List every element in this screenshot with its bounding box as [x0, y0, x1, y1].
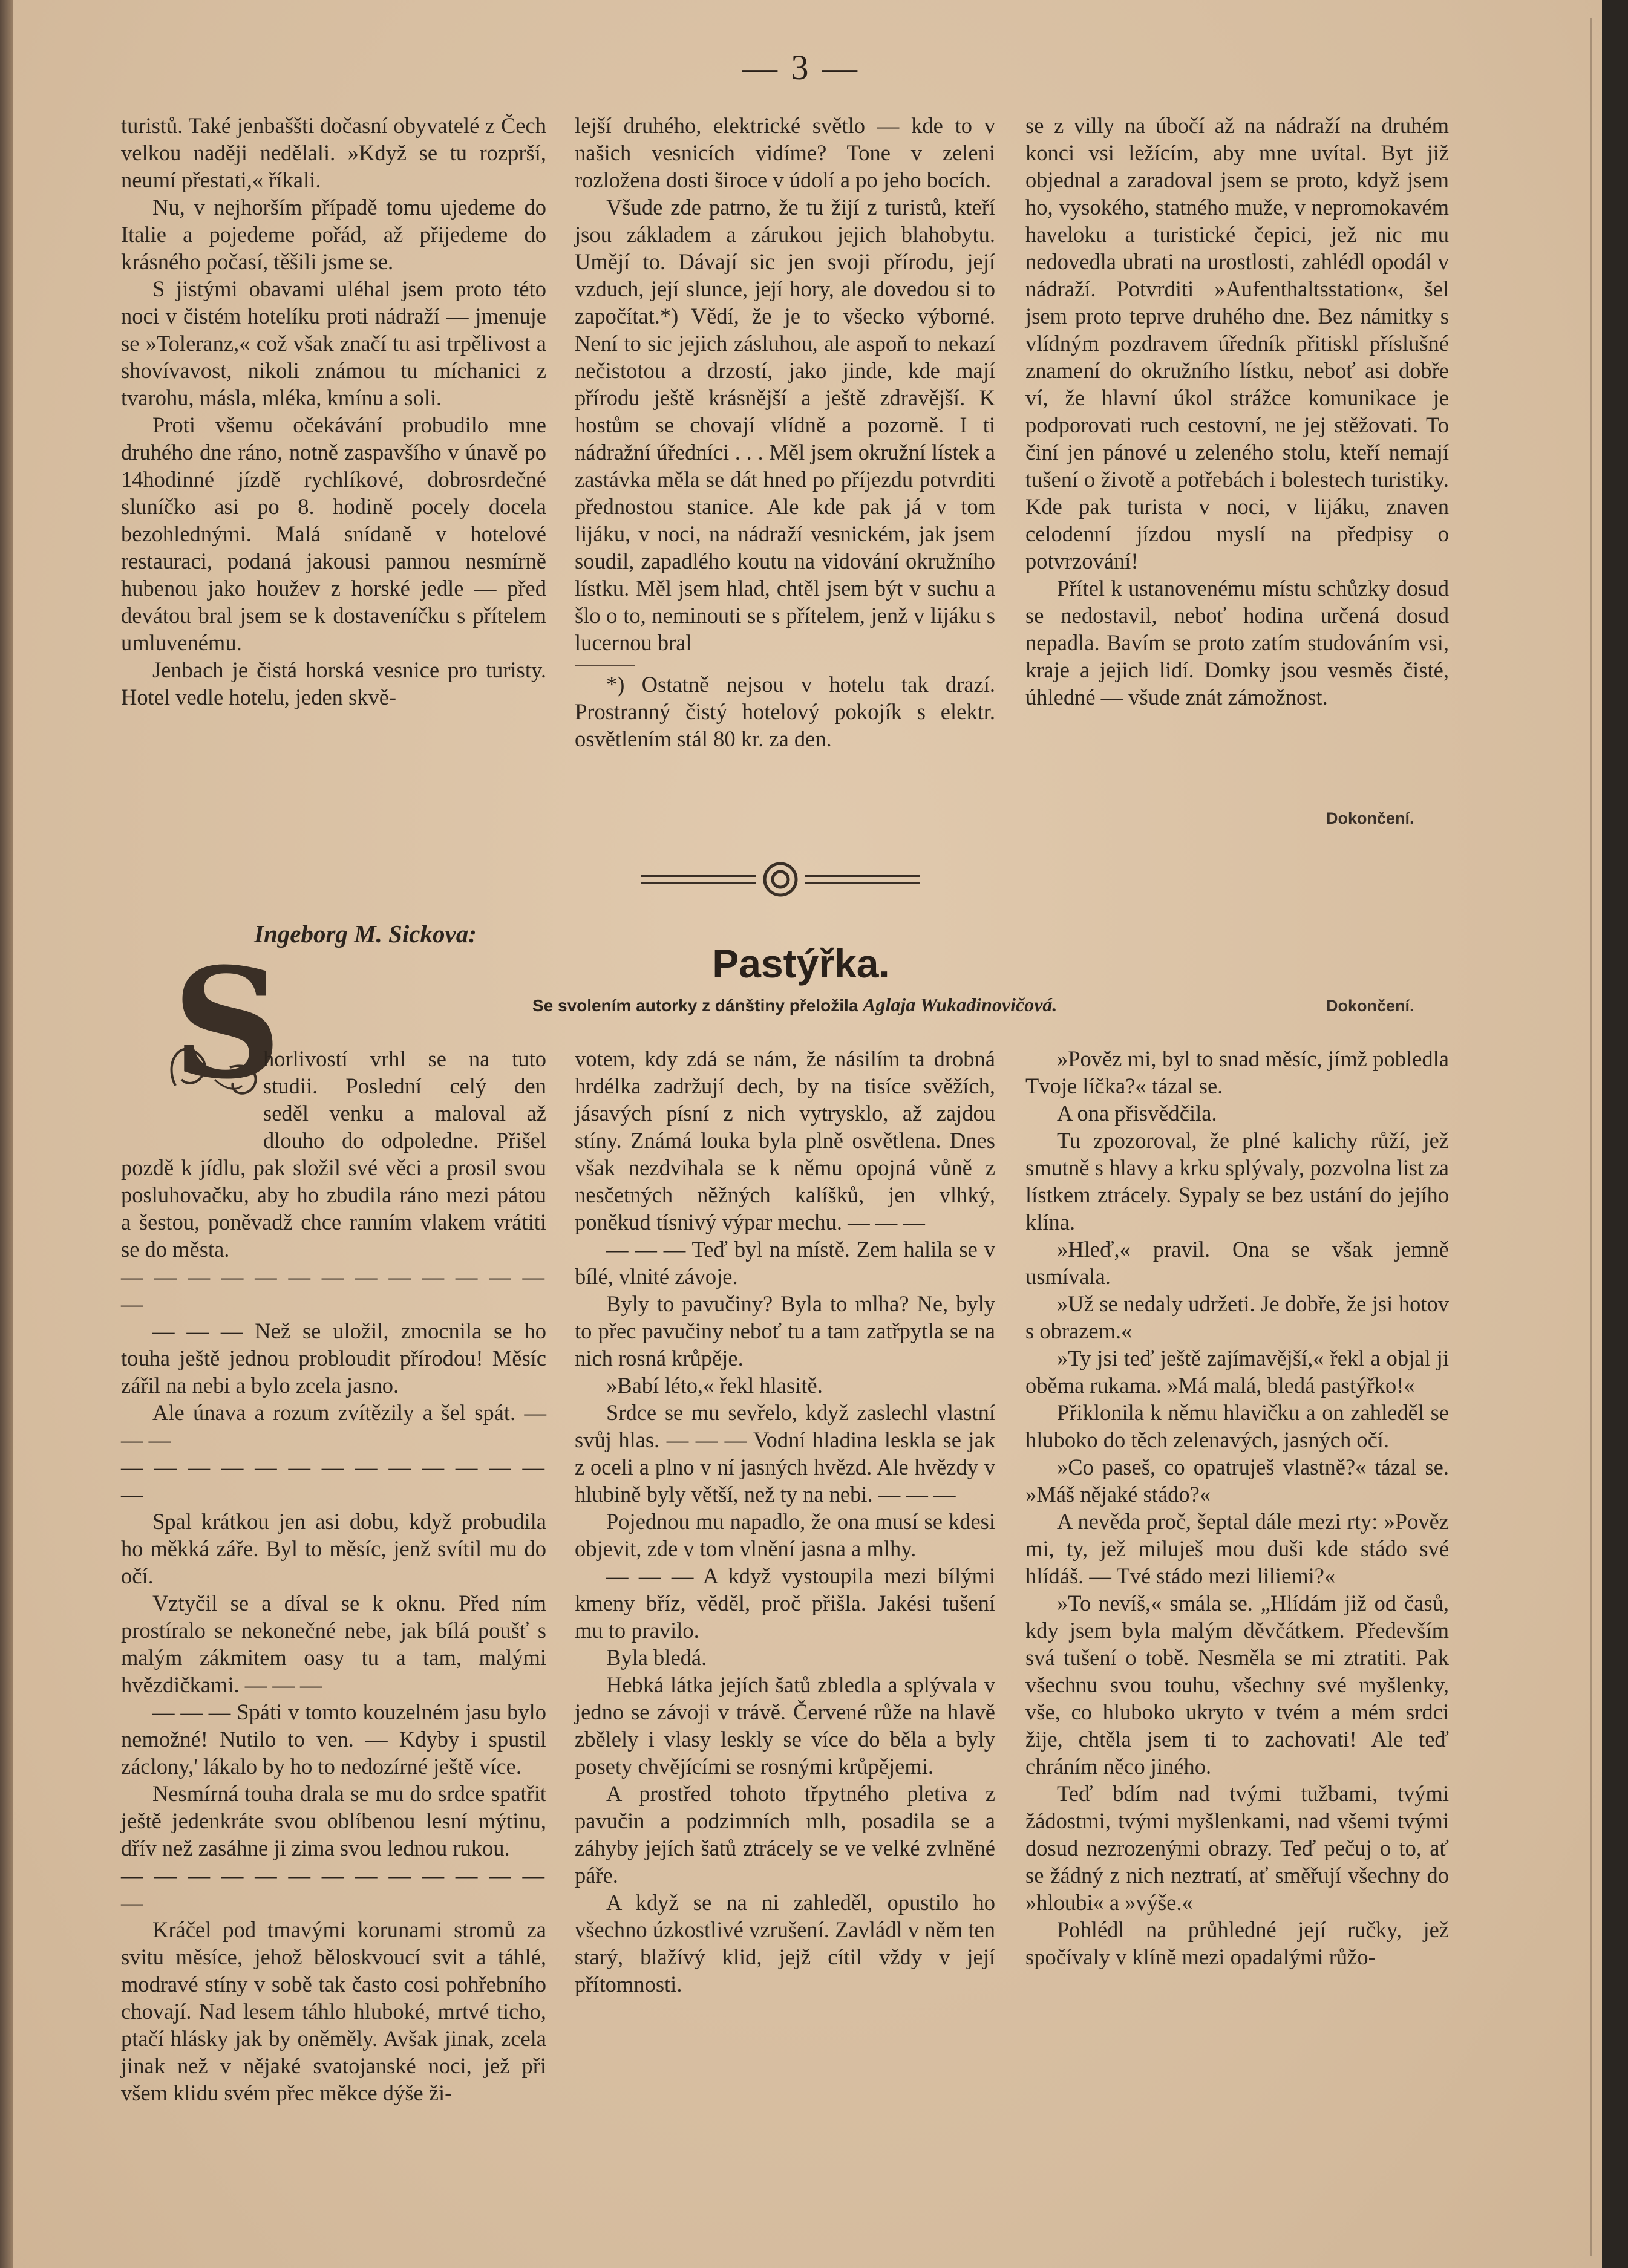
paragraph: A prostřed tohoto třpytného pletiva z pavučin a podzimních mlh, posadila se a záhyby jejích šatů ztrácely se ve velké zvlněné páře.	[575, 1781, 995, 1888]
continuation-note: Dokončení.	[1326, 997, 1414, 1015]
paragraph: Hebká látka jejích šatů zbledla a splývala v jedno se závoji v trávě. Červené růže na hlavě zbělely i vlasy leskly se více do běla a byly posety chvějícími se rosnými krůpějemi.	[575, 1672, 995, 1779]
paragraph: Teď bdím nad tvými tužbami, tvými žádostmi, tvými myšlenkami, nad všemi tvými dosud nezrozenými obrazy. Teď pečuj o to, ať se žádný z nich neztratí, ať směřují všechny do »hloubi« a »výše.«	[1025, 1781, 1449, 1915]
paragraph: Proti všemu očekávání probudilo mne druhého dne ráno, notně zaspavšího v únavě po 14hodinné jízdě rychlíkové, dobrosrdečné sluníčko asi po 8. hodině pocely docela bezohlednými. Malá snídaně v hotelové restauraci, podaná jakousi pannou nesmírně hubenou jako houžev z horské jedle — před devátou bral jsem se k dostaveníčku s přítelem umluvenému.	[121, 412, 546, 655]
paragraph: Spal krátkou jen asi dobu, když probudila ho měkká záře. Byl to měsíc, jenž svítil mu do očí.	[121, 1509, 546, 1588]
initial-letter: S	[172, 934, 282, 1112]
paragraph: »Pověz mi, byl to snad měsíc, jímž pobledla Tvoje líčka?« tázal se.	[1025, 1046, 1449, 1098]
paragraph: turistů. Také jenbaššti dočasní obyvatelé z Čech velkou naději nedělali. »Když se tu rozprší, neumí přestati,« říkali.	[121, 113, 546, 192]
text-line: studii. Poslední celý den	[263, 1074, 546, 1098]
text-line: dlouho do odpoledne. Přišel	[263, 1128, 546, 1153]
page-number: — 3 —	[742, 48, 860, 87]
paragraph: Přítel k ustanovenému místu schůzky dosud se nedostavil, neboť hodina určená dosud nepadla. Bavím se proto zatím studováním vsi, kraje a jejich lidí. Domky jsou vesměs čisté, úhledné — všude znát zámožnost.	[1025, 576, 1449, 709]
paragraph: Přiklonila k němu hlavičku a on zahleděl se hluboko do těch zelenavých, jasných očí.	[1025, 1400, 1449, 1452]
paragraph: Vztyčil se a díval se k oknu. Před ním prostíralo se nekonečné nebe, jak bílá poušť s malým zákmitem oasy tu a tam, malými hvězdičkami. — — —	[121, 1591, 546, 1697]
paragraph: Všude zde patrno, že tu žijí z turistů, kteří jsou základem a zárukou jejich blahobytu. Umějí to. Dávají sic jen svoji přírodu, její vzduch, její slunce, její hory, ale dovedou si to započítat.*) Vědí, že je to všecko výborné. Není to sic jejich zásluhou, ale aspoň to nekazí nečistotou a drzostí, jako jinde, kde mají přírodu ještě krásnější a ještě zdravější. K hostům se chovají vlídně a pozorně. I ti nádražní úředníci . . . Měl jsem okružní lístek a zastávka měla se dát hned po příjezdu potvrditi přednostou stanice. Ale kde pak já v tom lijáku, v noci, na nádraží vesnickém, jak jsem soudil, zapadlého koutu na vidování okružního lístku. Měl jsem hlad, chtěl jsem být v suchu a šlo o to, neminouti se s přítelem, jenž v lijáku s lucernou bral	[575, 195, 995, 655]
paragraph: Byla bledá.	[606, 1645, 707, 1670]
separator-dashes: — — — — — — — — — — — — — —	[121, 1455, 546, 1507]
paragraph: A nevěda proč, šeptal dále mezi rty: »Pověz mi, ty, jež miluješ mou duši kde stádo své hlídáš. — Tvé stádo mezi liliemi?«	[1025, 1509, 1449, 1588]
story-column-1-intro	[263, 1045, 546, 1154]
continuation-note: Dokončení.	[1326, 809, 1414, 827]
paragraph: se z villy na úbočí až na nádraží na druhém konci vsi ležícím, aby mne uvítal. Byt již objednal a zaradoval jsem se proto, když jsem ho, vysokého, statného muže, v nepromokavém haveloku a turistické čepici, jež nic mu nedovedla ubrati na urostlosti, zahlédl opodál v nádraží. Potvrditi »Aufenthaltsstation«, šel jsem proto teprve druhého dne. Bez námitky s vlídným pozdravem úředník přitiskl příslušné znamení do okružního lístku, neboť asi dobře ví, že hlavní úkol strážce komunikace je podporovati ruch cestovní, ne jej stěžovati. To činí jen pánové u zeleného stolu, kteří nemají tušení o životě a potřebách i bolestech turistiky. Kde pak turista v noci, v lijáku, znaven celodenní jízdou myslí na předpisy o potvrzování!	[1025, 113, 1449, 573]
footnote-text: *) Ostatně nejsou v hotelu tak drazí. Prostranný čistý hotelový pokojík s elektr. osvětlením stál 80 kr. za den.	[575, 672, 995, 751]
text-line: seděl venku a maloval až	[263, 1101, 546, 1126]
story-column-1	[121, 1154, 546, 2107]
story-author: Ingeborg M. Sickova:	[254, 920, 477, 948]
footnote	[575, 665, 995, 752]
article-column-2	[575, 112, 995, 752]
paragraph: S jistými obavami uléhal jsem proto této noci v čistém hotelíku proti nádraží — jmenuje se »Toleranz,« což však značí tu asi trpělivost a shovívavost, nikoli známou tu míchanici z tvarohu, másla, mléka, kmínu a soli.	[121, 276, 546, 410]
paragraph: »Už se nedaly udržeti. Je dobře, že jsi hotov s obrazem.«	[1025, 1291, 1449, 1343]
separator-dashes: — — — — — — — — — — — — — —	[121, 1863, 546, 1915]
paragraph: votem, kdy zdá se nám, že násilím ta drobná hrdélka zadržují dech, by na tisíce svěžích, jásavých písní z nich vytrysklo, až zajdou stíny. Známá louka byla plně osvětlena. Dnes však nezdvihala se k němu opojná vůně z nesčetných něžných kalíšků, jen vlhký, poněkud tísnivý výpar mechu. — — —	[575, 1046, 995, 1234]
paragraph: — — — Než se uložil, zmocnila se ho touha ještě jednou probloudit přírodou! Měsíc zářil na nebi a bylo zcela jasno.	[121, 1318, 546, 1398]
story-title: Pastýřka.	[712, 941, 890, 986]
paragraph: Pohlédl na průhledné její ručky, jež spočívaly v klíně mezi opadalými růžo-	[1025, 1917, 1449, 1969]
paragraph: A když se na ni zahleděl, opustilo ho všechno úzkostlivé vzrušení. Zavládl v něm ten starý, blažívý klid, jejž cítil vždy v její přítomnosti.	[575, 1890, 995, 1996]
paragraph: — — — Spáti v tomto kouzelném jasu bylo nemožné! Nutilo to ven. — Kdyby i spustil záclony,' lákalo by ho to nedozírné ještě více.	[121, 1699, 546, 1779]
article-column-1	[121, 112, 546, 711]
paragraph: Srdce se mu sevřelo, když zaslechl vlastní svůj hlas. — — — Vodní hladina leskla se jak z oceli a plno v ní jasných hvězd. Ale hvězdy v hlubině byly větší, než ty na nebi. — — —	[575, 1400, 995, 1507]
paragraph: Nesmírná touha drala se mu do srdce spatřit ještě jedenkráte svou oblíbenou lesní mýtinu, dřív než zasáhne ji zima svou lednou rukou.	[121, 1781, 546, 1860]
paragraph: — — — A když vystoupila mezi bílými kmeny bříz, věděl, proč přišla. Jakési tušení mu to pravilo.	[575, 1563, 995, 1643]
section-divider-ornament	[635, 859, 926, 901]
paragraph: Nu, v nejhorším případě tomu ujedeme do Italie a pojedeme pořád, až přijedeme do krásného počasí, těšili jsme se.	[121, 195, 546, 274]
paragraph: »Babí léto,« řekl hlasitě.	[606, 1373, 823, 1398]
story-column-3	[1025, 1045, 1449, 1970]
translator-prefix: Se svolením autorky z dánštiny přeložila	[532, 996, 858, 1015]
ornamental-initial-s	[157, 934, 282, 1112]
footnote-rule	[575, 665, 635, 666]
paragraph: Kráčel pod tmavými korunami stromů za svitu měsíce, jehož běloskvoucí svit a táhlé, modravé stíny v sobě tak často cosi pohřebního chovají. Nad lesem táhlo hluboké, mrtvé ticho, ptačí hlásky jak by oněměly. Avšak jinak, zcela jinak než v nějaké svatojanské noci, jež při všem klidu svém přec měkce dýše ži-	[121, 1917, 546, 2105]
text-line: horlivostí vrhl se na tuto	[263, 1046, 546, 1071]
separator-dashes: — — — — — — — — — — — — — —	[121, 1264, 546, 1316]
page-binding-edge	[0, 0, 13, 2268]
story-column-2	[575, 1045, 995, 1998]
paragraph: pozdě k jídlu, pak složil své věci a prosil svou posluhovačku, aby ho zbudila ráno mezi pátou a šestou, poněvadž chce ranním vlakem vrátiti se do města.	[121, 1155, 546, 1262]
translator-name: Aglaja Wukadinovičová.	[863, 994, 1058, 1015]
paragraph: Ale únava a rozum zvítězily a šel spát. — — —	[121, 1400, 546, 1452]
paragraph: Tu zpozoroval, že plné kalichy růží, jež smutně s hlavy a krku splývaly, pozvolna list za lístkem ztrácely. Sypaly se bez ustání do jejího klína.	[1025, 1128, 1449, 1234]
paragraph: »Co paseš, co opatruješ vlastně?« tázal se. »Máš nějaké stádo?«	[1025, 1455, 1449, 1507]
paragraph: lejší druhého, elektrické světlo — kde to v našich vesnicích vidíme? Tone v zeleni rozložena dosti široce v údolí a po jeho bocích.	[575, 113, 995, 192]
paragraph: — — — Teď byl na místě. Zem halila se v bílé, vlnité závoje.	[575, 1237, 995, 1289]
paragraph: »To nevíš,« smála se. „Hlídám již od časů, kdy jsem byla malým děvčátkem. Především svá tušení o tobě. Nesměla se mi ztratiti. Pak všechnu svou touhu, všechny své myšlenky, vše, co hluboko ukryto v tvém a mém srdci žije, chtěla jsem ti to zachovati! Ale teď chráním něco jiného.	[1025, 1591, 1449, 1779]
paragraph: Jenbach je čistá horská vesnice pro turisty. Hotel vedle hotelu, jeden skvě-	[121, 657, 546, 709]
paragraph: Byly to pavučiny? Byla to mlha? Ne, byly to přec pavučiny neboť tu a tam zatřpytla se na nich rosná krůpěje.	[575, 1291, 995, 1370]
paragraph: Pojednou mu napadlo, že ona musí se kdesi objevit, zde v tom vlnění jasna a mlhy.	[575, 1509, 995, 1561]
article-column-3	[1025, 112, 1449, 711]
paragraph: »Ty jsi teď ještě zajímavější,« řekl a objal ji oběma rukama. »Má malá, bledá pastýřko!«	[1025, 1346, 1449, 1398]
paragraph: »Hleď,« pravil. Ona se však jemně usmívala.	[1025, 1237, 1449, 1289]
paragraph: A ona přisvědčila.	[1057, 1101, 1217, 1126]
translator-credit	[532, 994, 1057, 1016]
page-edge-shadow	[1590, 18, 1592, 2256]
